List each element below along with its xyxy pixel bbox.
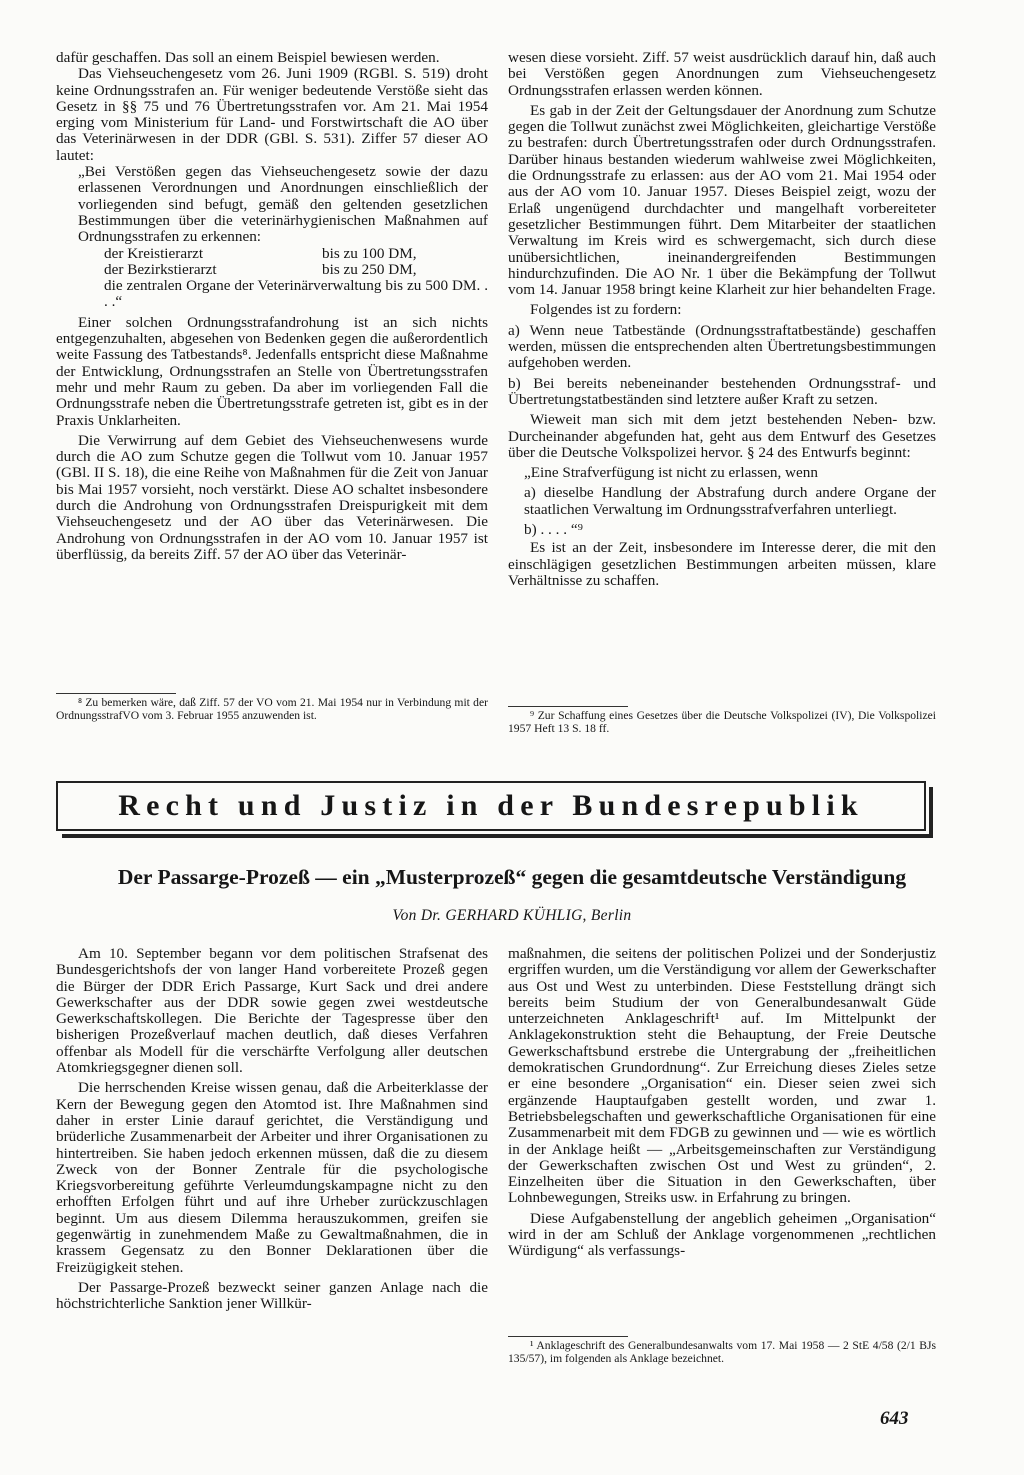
paragraph: Diese Aufgabenstellung der angeblich geheimen „Organisation“ wird in der am Schluß der Anklage vorgenommenen „rechtlichen Würdigung“ als verfassungs-	[508, 1209, 936, 1260]
paragraph: Die herrschenden Kreise wissen genau, daß die Arbeiterklasse der Kern der Bewegung gegen den Atomtod ist. Ihre Maßnahmen sind daher in erster Linie darauf gerichtet, die Verständigung und brüderliche Zusammenarbeit der Arbeiter und ihrer Organisationen zu hintertreiben. Sie haben jedoch erkennen müssen, daß die zu diesem Zweck von der Bonner Zentrale für die psychologische Kriegsvorbereitung geführte Verleumdungskampagne nicht zu den erhofften Erfolgen führt und auf ihre Urheber zurückzuschlagen beginnt. Um aus diesem Dilemma herauszukommen, greifen sie gegenwärtig in zunehmendem Maße zu Gewaltmaßnahmen, die in krassem Gegensatz zu den Bonner Deklarationen über die Freizügigkeit stehen.	[56, 1079, 488, 1276]
top-right-column	[508, 50, 936, 589]
fee-amount: bis zu 100 DM,	[322, 244, 417, 262]
bottom-right-column	[508, 946, 936, 1260]
footnote-rule	[508, 1336, 628, 1337]
fee-tail: die zentralen Organe der Veterinärverwaltung bis zu 500 DM. . . .“	[104, 277, 488, 311]
article-headline: Der Passarge-Prozeß — ein „Musterprozeß“ gegen die gesamtdeutsche Verständigung	[117, 865, 907, 889]
paragraph: Der Passarge-Prozeß bezweckt seiner ganzen Anlage nach die höchstrichterliche Sanktion jener Willkür-	[56, 1278, 488, 1313]
fee-authority: der Bezirkstierarzt	[104, 260, 217, 278]
paragraph: maßnahmen, die seitens der politischen Polizei und der Sonderjustiz ergriffen wurden, um die Verständigung vor allem der Gewerkschafter aus Ost und West zu unterbinden. Diese Feststellung drängt sich bereits beim Studium der von Generalbundesanwalt Güde unterzeichneten Anklageschrift¹ auf. Im Mittelpunkt der Anklagekonstruktion steht die Behauptung, der Freie Deutsche Gewerkschaftsbund erstrebe die Untergrabung der „freiheitlichen demokratischen Grundordnung“. Zur Erreichung dieses Zieles setze er eine besondere „Organisation“ ein. Dieser seien zwei sich ergänzende Hauptaufgaben gestellt worden, und zwar 1. Betriebsbelegschaften und gewerkschaftliche Organisationen für eine Zusammenarbeit mit dem FDGB zu gewinnen und — wie es wörtlich in der Anklage heißt — „Arbeitsgemeinschaften zur Verständigung der Gewerkschaften zwischen Ost und West zu gründen“, 2. Einzelheiten über die Situation in den Gewerkschaften, über Lohnbewegungen, Streiks usw. in Erfahrung zu bringen.	[508, 945, 936, 1207]
footnote-text: ⁸ Zu bemerken wäre, daß Ziff. 57 der VO vom 21. Mai 1954 nur in Verbindung mit der OrdnungsstrafVO vom 3. Februar 1955 anzuwenden ist.	[56, 696, 488, 722]
paragraph: Einer solchen Ordnungsstrafandrohung ist an sich nichts entgegenzuhalten, abgesehen von Bedenken gegen die außerordentlich weite Fassung des Tatbestands⁸. Jedenfalls entspricht diese Maßnahme der Entwicklung, Ordnungsstrafen an Stelle von Übertretungsstrafen mehr und mehr Raum zu geben. Da aber im vorliegenden Fall die Ordnungsstrafe neben die Übertretungsstrafe getreten ist, gibt es in der Praxis Unklarheiten.	[56, 313, 488, 429]
fee-row	[104, 246, 488, 262]
footnote-text: ⁹ Zur Schaffung eines Gesetzes über die Deutsche Volkspolizei (IV), Die Volkspolizei 1957 Heft 13 S. 18 ff.	[508, 709, 936, 735]
fee-row	[104, 262, 488, 278]
fee-list	[104, 246, 488, 311]
footnote	[508, 1340, 936, 1365]
paragraph: Es gab in der Zeit der Geltungsdauer der Anordnung zum Schutze gegen die Tollwut zunächst zwei Möglichkeiten, gleichartige Verstöße zu bestrafen: durch Übertretungsstrafen oder durch Ordnungsstrafen. Darüber hinaus bestanden wiederum wahlweise zwei Möglichkeiten, die Ordnungsstrafe zu erlassen: aus der AO vom 21. Mai 1954 oder aus der AO vom 10. Januar 1957. Dieses Beispiel zeigt, wozu der Erlaß ungenügend durchdachter und mangelhaft vorbereiteter gesetzlicher Bestimmungen führt. Dem Mitarbeiter der staatlichen Verwaltung im Kreis wird es schwergemacht, sich durch diese unübersichtlichen, ineinandergreifenden Bestimmungen hindurchzufinden. Die AO Nr. 1 über die Bekämpfung der Tollwut vom 14. Januar 1958 bringt keine Klarheit zur hier behandelten Frage.	[508, 101, 936, 299]
paragraph: Die Verwirrung auf dem Gebiet des Viehseuchenwesens wurde durch die AO zum Schutze gegen die Tollwut vom 10. Januar 1957 (GBl. II S. 18), die eine Reihe von Maßnahmen für die Zeit von Januar bis Mai 1957 vorsieht, noch verstärkt. Diese AO schaltet insbesondere durch die Androhung von Ordnungsstrafen Dreispurigkeit mit dem Viehseuchengesetz und der AO über das Veterinärwesen. Die Androhung von Ordnungsstrafen in der AO vom 10. Januar 1957 ist überflüssig, da bereits Ziff. 57 der AO über das Veterinär-	[56, 431, 488, 563]
bottom-left-column	[56, 946, 488, 1313]
section-banner	[56, 781, 926, 831]
quotation: „Bei Verstößen gegen das Viehseuchengesetz sowie der dazu erlassenen Verordnungen und Anordnungen einschließlich der vorliegenden sind befugt, gemäß den geltenden gesetzlichen Bestimmungen über die veterinärhygienischen Maßnahmen auf Ordnungsstrafen zu erkennen:	[78, 163, 488, 246]
footnote	[508, 710, 936, 735]
quotation-intro: „Eine Strafverfügung ist nicht zu erlassen, wenn	[524, 464, 818, 482]
section-banner-title: Recht und Justiz in der Bundesrepublik	[118, 789, 864, 822]
top-left-column	[56, 50, 488, 563]
page-number: 643	[880, 1408, 909, 1429]
footnote-text: ¹ Anklageschrift des Generalbundesanwalts vom 17. Mai 1958 — 2 StE 4/58 (2/1 BJs 135/57), im folgenden als Anklage bezeichnet.	[508, 1339, 936, 1365]
paragraph: Wieweit man sich mit dem jetzt bestehenden Neben- bzw. Durcheinander abgefunden hat, geht aus dem Entwurf des Gesetzes über die Deutsche Volkspolizei hervor. § 24 des Entwurfs beginnt:	[508, 411, 936, 461]
quotation-item: b) . . . . “⁹	[524, 521, 583, 539]
footnote-rule	[56, 693, 176, 694]
footnote	[56, 697, 488, 722]
quotation-item: a) dieselbe Handlung der Abstrafung durch andere Organe der staatlichen Verwaltung im Ordnungsstrafverfahren unterliegt.	[524, 484, 936, 518]
paragraph: dafür geschaffen. Das soll an einem Beispiel bewiesen werden.	[56, 49, 440, 66]
demand-item: b) Bei bereits nebeneinander bestehenden Ordnungsstraf- und Übertretungstatbeständen sind letztere außer Kraft zu setzen.	[508, 374, 936, 408]
footnote-rule	[508, 706, 628, 707]
fee-amount: bis zu 250 DM,	[322, 260, 417, 278]
demand-item: a) Wenn neue Tatbestände (Ordnungsstraftatbestände) geschaffen werden, müssen die entsprechenden alten Übertretungsbestimmungen aufgehoben werden.	[508, 321, 936, 372]
paragraph: Das Viehseuchengesetz vom 26. Juni 1909 (RGBl. S. 519) droht keine Ordnungsstrafen an. Für weniger bedeutende Verstöße sieht das Gesetz in §§ 75 und 76 Übertretungsstrafen vor. Am 21. Mai 1954 erging vom Ministerium für Land- und Forstwirtschaft die AO über das Veterinärwesen in der DDR (GBl. S. 531). Ziffer 57 dieser AO lautet:	[56, 65, 488, 164]
paragraph: Am 10. September begann vor dem politischen Strafsenat des Bundesgerichtshofs der von langer Hand vorbereitete Prozeß gegen die Bürger der DDR Erich Passarge, Kurt Sack und drei andere Gewerkschafter aus der DDR sowie gegen zwei westdeutsche Gewerkschaftskollegen. Die Berichte der Tagespresse über den bisherigen Prozeßverlauf machen deutlich, daß dieses Verfahren offenbar als Modell für die verschärfte Verfolgung aller deutschen Atomkriegsgegner dienen soll.	[56, 945, 488, 1077]
paragraph: Folgendes ist zu fordern:	[530, 301, 682, 319]
paragraph: wesen diese vorsieht. Ziff. 57 weist ausdrücklich darauf hin, daß auch bei Verstößen gegen Anordnungen zum Viehseuchengesetz Ordnungsstrafen erlassen werden können.	[508, 49, 936, 99]
paragraph: Es ist an der Zeit, insbesondere im Interesse derer, die mit den einschlägigen gesetzlichen Bestimmungen arbeiten müssen, klare Verhältnisse zu schaffen.	[508, 539, 936, 589]
fee-authority: der Kreistierarzt	[104, 244, 204, 262]
article-byline: Von Dr. GERHARD KÜHLIG, Berlin	[392, 907, 632, 924]
